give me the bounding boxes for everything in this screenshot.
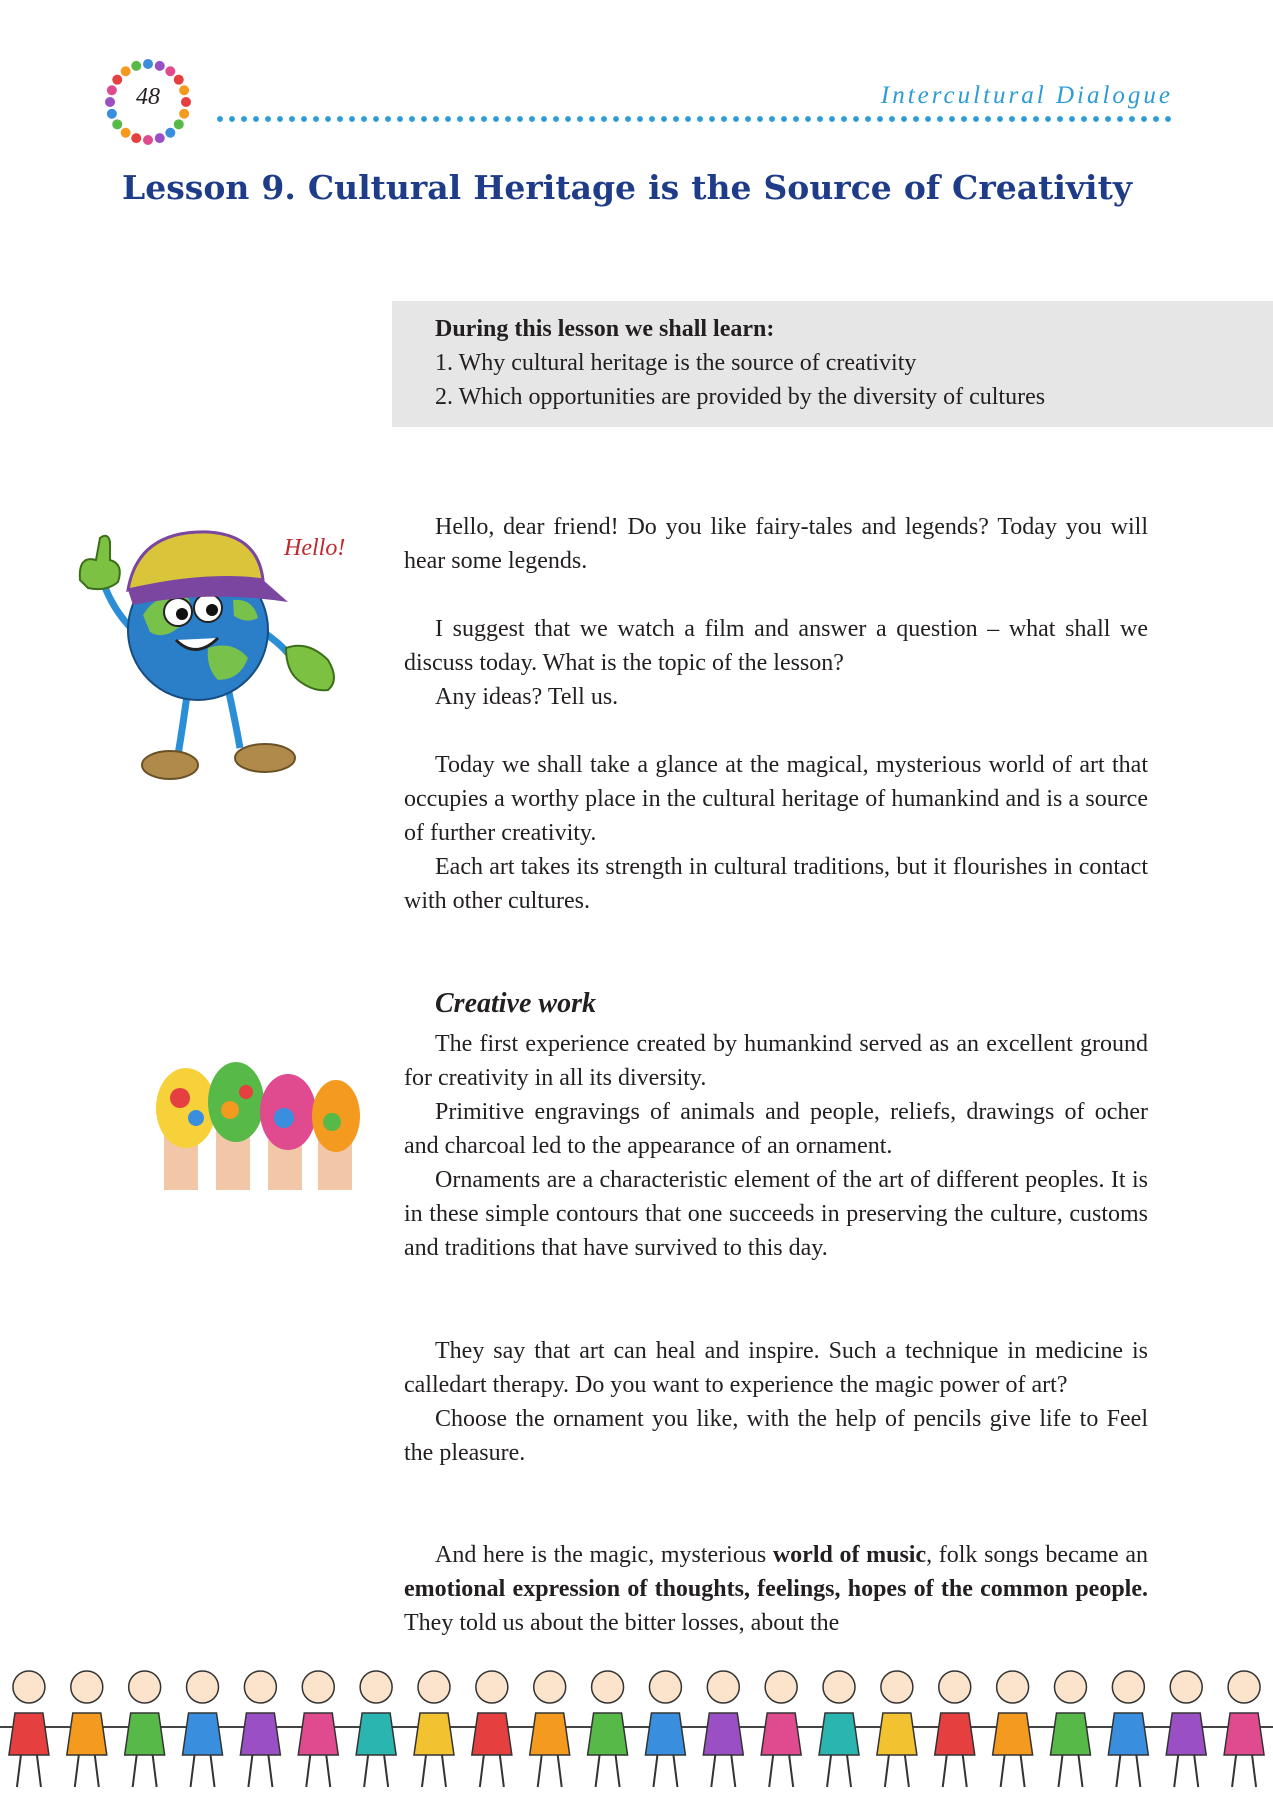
child-figure-icon: [1108, 1671, 1148, 1787]
children-holding-hands-border-icon: [0, 1655, 1273, 1800]
ring-figure-icon: [131, 61, 141, 71]
music-text: , folk songs became an: [926, 1542, 1148, 1568]
intro-text: Each art takes its strength in cultural traditions, but it flourishes in contact with other cultures.: [404, 854, 1148, 914]
intro-paragraph: [404, 748, 1148, 918]
ring-figure-icon: [165, 128, 175, 138]
child-figure-icon: [761, 1671, 801, 1787]
ring-figure-icon: [131, 133, 141, 143]
child-figure-icon: [703, 1671, 743, 1787]
ring-figure-icon: [143, 59, 153, 69]
child-figure-icon: [993, 1671, 1033, 1787]
dotted-divider: [214, 115, 1174, 123]
music-text: And here is the magic, mysterious: [435, 1542, 773, 1568]
painted-hands-icon: [150, 1040, 362, 1190]
child-figure-icon: [877, 1671, 917, 1787]
music-text-bold: world of music: [772, 1542, 927, 1568]
lesson-title: Lesson 9. Cultural Heritage is the Source of Creativity: [122, 168, 1132, 207]
child-figure-icon: [935, 1671, 975, 1787]
child-figure-icon: [298, 1671, 338, 1787]
child-figure-icon: [67, 1671, 107, 1787]
section-heading: Creative work: [435, 988, 596, 1019]
running-head: Intercultural Dialogue: [880, 82, 1173, 109]
child-figure-icon: [125, 1671, 165, 1787]
music-paragraph: [404, 1538, 1148, 1640]
ring-figure-icon: [155, 133, 165, 143]
child-figure-icon: [356, 1671, 396, 1787]
ring-figure-icon: [112, 119, 122, 129]
creative-text: They say that art can heal and inspire. Such a technique in medicine is calledart therapy. Do you want to experience the magic power of art?: [404, 1338, 1148, 1398]
creative-paragraph: [404, 1334, 1148, 1470]
child-figure-icon: [1224, 1671, 1264, 1787]
child-figure-icon: [588, 1671, 628, 1787]
globe-mascot-icon: [58, 520, 358, 800]
creative-text: Primitive engravings of animals and people, reliefs, drawings of ocher and charcoal led to the appearance of an ornament.: [404, 1099, 1148, 1159]
creative-paragraph: [404, 1538, 1148, 1640]
music-text-bold: emotional expression of thoughts, feelings, hopes of the common people.: [404, 1576, 1148, 1602]
child-figure-icon: [645, 1671, 685, 1787]
child-figure-icon: [9, 1671, 49, 1787]
creative-text: The first experience created by humankind served as an excellent ground for creativity in all its diversity.: [404, 1031, 1148, 1091]
child-figure-icon: [1050, 1671, 1090, 1787]
ring-figure-icon: [165, 66, 175, 76]
music-text: They told us about the bitter losses, about the: [404, 1610, 840, 1636]
objectives-box: [392, 301, 1273, 427]
intro-text: Today we shall take a glance at the magical, mysterious world of art that occupies a worthy place in the cultural heritage of humankind and is a source of further creativity.: [404, 752, 1148, 846]
child-figure-icon: [183, 1671, 223, 1787]
page-number: 48: [136, 84, 160, 110]
ring-figure-icon: [155, 61, 165, 71]
objectives-heading: During this lesson we shall learn:: [435, 316, 775, 342]
creative-text: Choose the ornament you like, with the help of pencils give life to Feel the pleasure.: [404, 1406, 1148, 1466]
ring-figure-icon: [121, 128, 131, 138]
child-figure-icon: [240, 1671, 280, 1787]
child-figure-icon: [819, 1671, 859, 1787]
intro-paragraph: [404, 510, 1148, 578]
creative-text: Ornaments are a characteristic element of the art of different peoples. It is in these simple contours that one succeeds in preserving the culture, customs and traditions that have survived to this day.: [404, 1167, 1148, 1261]
ring-figure-icon: [121, 66, 131, 76]
child-figure-icon: [1166, 1671, 1206, 1787]
child-figure-icon: [414, 1671, 454, 1787]
intro-text: Hello, dear friend! Do you like fairy-tales and legends? Today you will hear some legends.: [404, 514, 1148, 574]
ring-figure-icon: [174, 119, 184, 129]
intro-paragraph: [404, 612, 1148, 714]
ring-figure-icon: [143, 135, 153, 145]
mascot-speech: Hello!: [284, 535, 346, 561]
intro-text: I suggest that we watch a film and answer a question – what shall we discuss today. What is the topic of the lesson?: [404, 616, 1148, 676]
objective-item: 2. Which opportunities are provided by the diversity of cultures: [435, 384, 1046, 410]
child-figure-icon: [530, 1671, 570, 1787]
child-figure-icon: [472, 1671, 512, 1787]
objective-item: 1. Why cultural heritage is the source of creativity: [435, 350, 917, 376]
creative-paragraph: [404, 1027, 1148, 1265]
intro-text: Any ideas? Tell us.: [435, 684, 619, 710]
